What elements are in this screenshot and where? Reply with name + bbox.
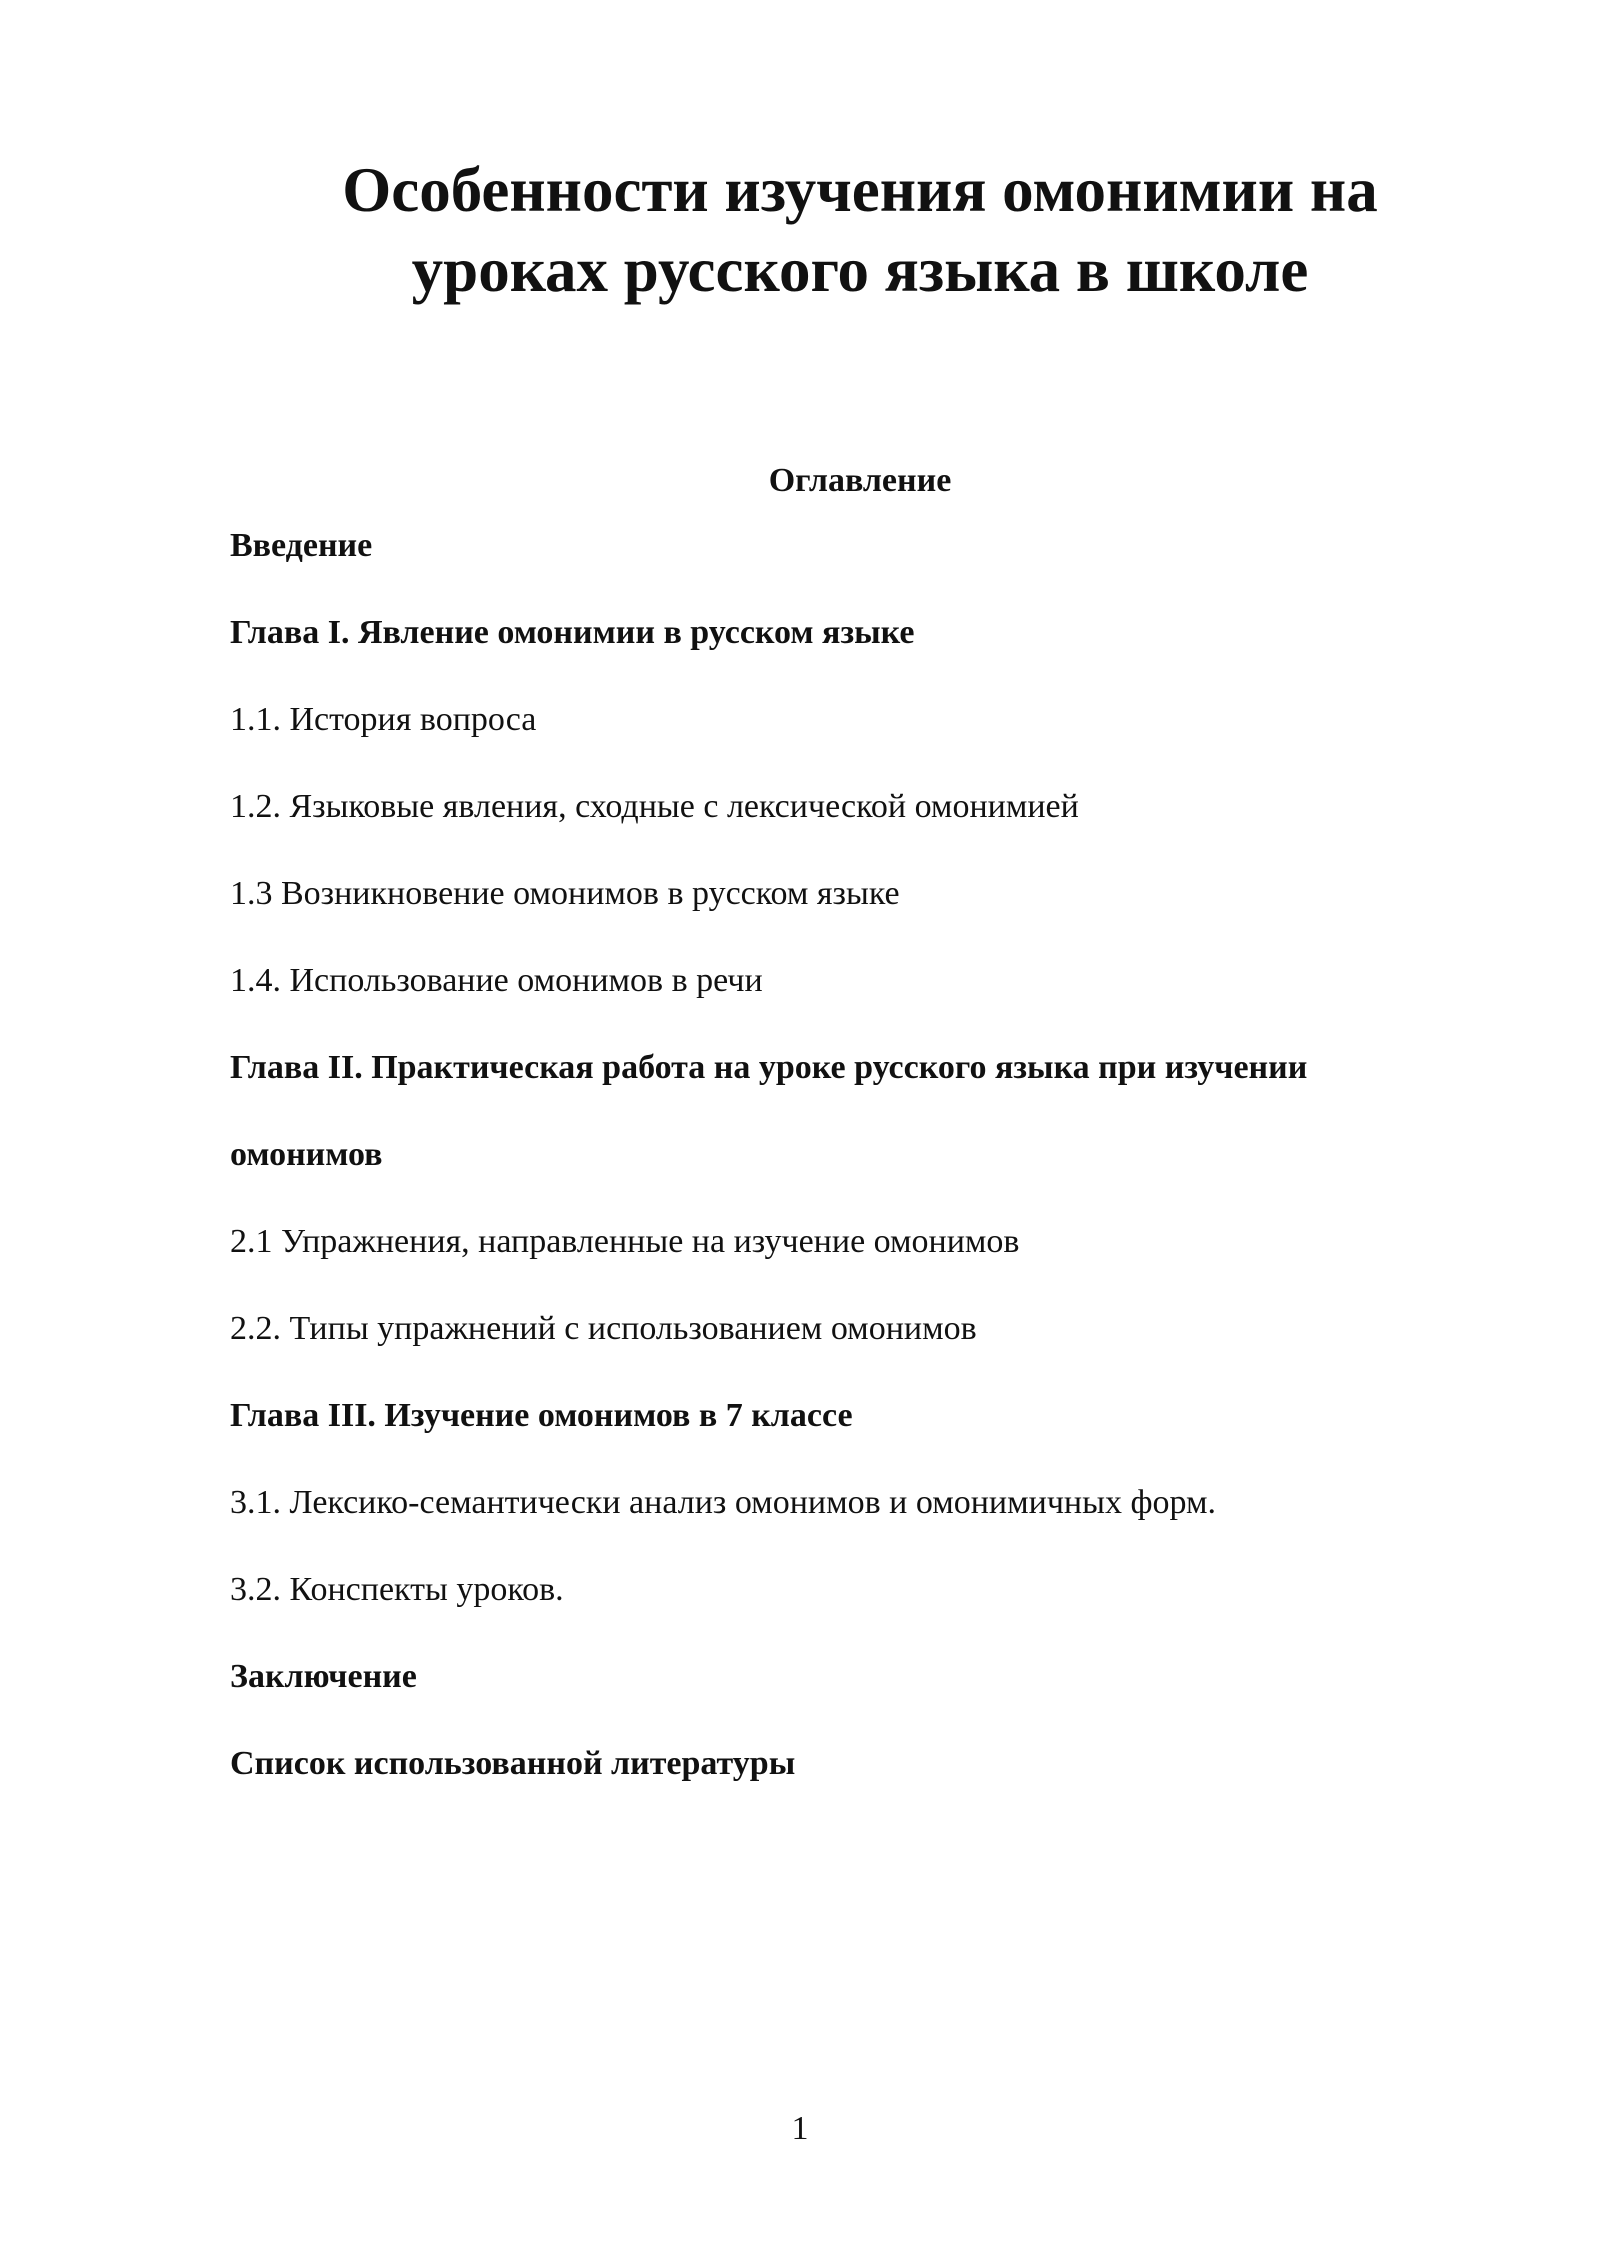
document-title-line-2: уроках русского языка в школе — [411, 235, 1309, 305]
toc-item: Глава I. Явление омонимии в русском языке — [230, 614, 915, 651]
document-title-line-1: Особенности изучения омонимии на — [342, 155, 1378, 225]
toc-item: омонимов — [230, 1136, 383, 1173]
toc-item: Введение — [230, 527, 373, 564]
toc-item: 1.3 Возникновение омонимов в русском языке — [230, 875, 900, 912]
toc-item: 2.2. Типы упражнений с использованием омонимов — [230, 1310, 977, 1347]
toc-heading: Оглавление — [768, 462, 952, 499]
toc-item: Список использованной литературы — [230, 1745, 796, 1782]
page-number: 1 — [791, 2110, 809, 2147]
document-title — [280, 150, 1440, 310]
toc-item: 3.2. Конспекты уроков. — [230, 1571, 564, 1608]
toc-item: 2.1 Упражнения, направленные на изучение омонимов — [230, 1223, 1020, 1260]
toc-item: Заключение — [230, 1658, 417, 1695]
toc-item: 3.1. Лексико-семантически анализ омонимов и омонимичных форм. — [230, 1484, 1216, 1521]
toc-item: 1.4. Использование омонимов в речи — [230, 962, 763, 999]
toc-item: 1.2. Языковые явления, сходные с лексической омонимией — [230, 788, 1079, 825]
toc-item: 1.1. История вопроса — [230, 701, 537, 738]
toc-item: Глава III. Изучение омонимов в 7 классе — [230, 1397, 853, 1434]
toc-item: Глава II. Практическая работа на уроке русского языка при изучении — [230, 1049, 1308, 1086]
